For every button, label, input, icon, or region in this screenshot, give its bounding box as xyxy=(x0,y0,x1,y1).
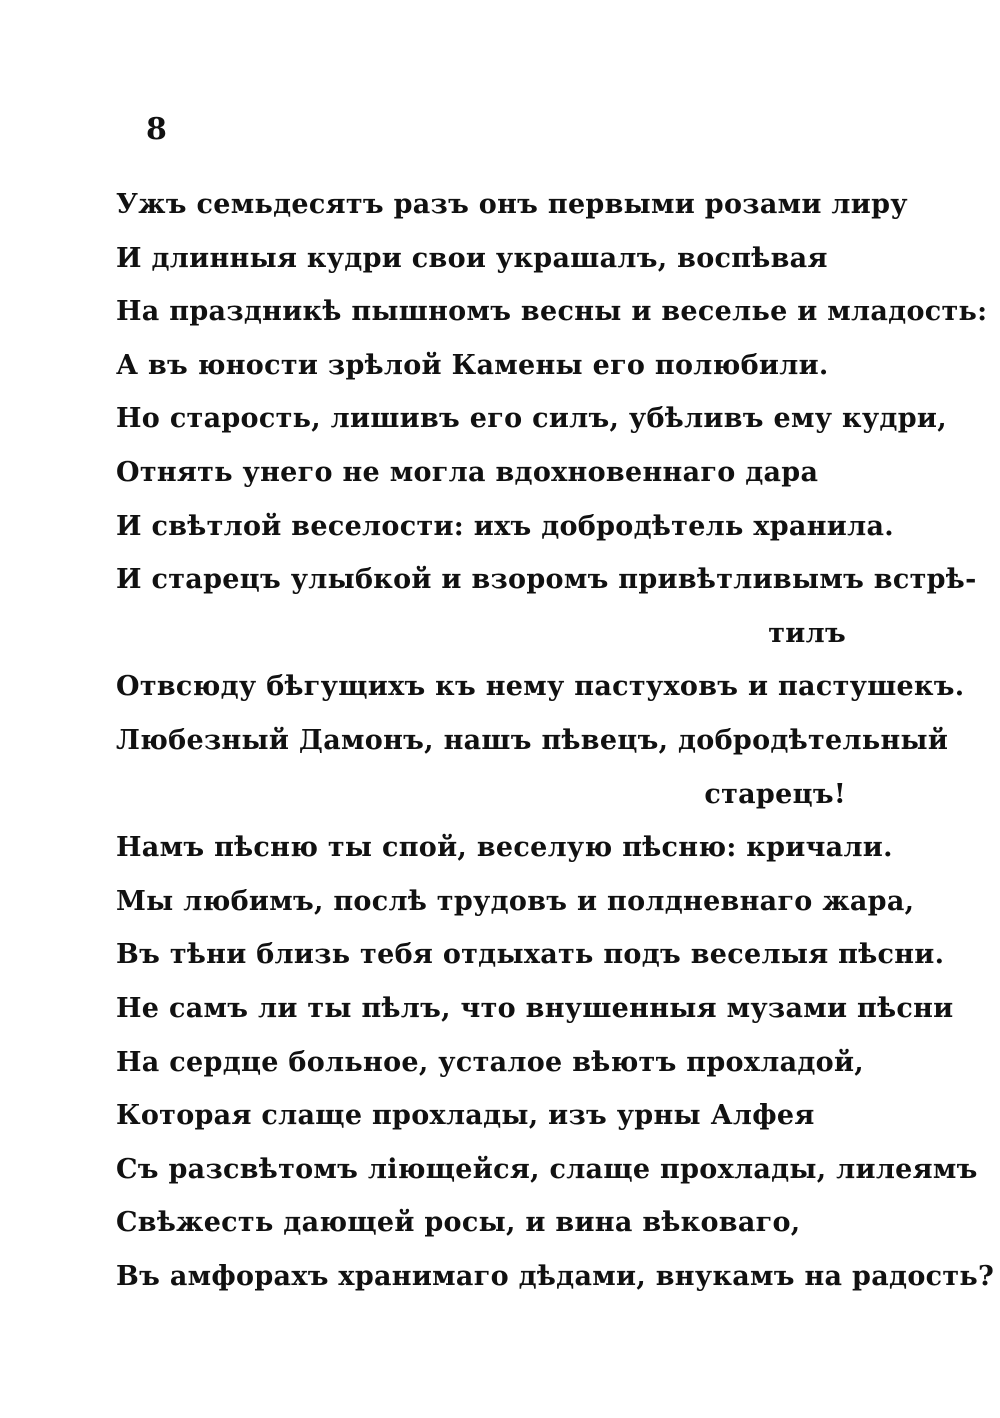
poem-line: И свѣтлой веселости: ихъ добродѣтель хранила. xyxy=(116,510,894,542)
poem-line: Не самъ ли ты пѣлъ, что внушенныя музами пѣсни xyxy=(116,992,954,1024)
poem-line: Намъ пѣсню ты спой, веселую пѣсню: кричали. xyxy=(116,832,893,864)
poem-line: Свѣжесть дающей росы, и вина вѣковаго, xyxy=(116,1207,801,1239)
poem-line: На сердце больное, усталое вѣютъ прохладой, xyxy=(116,1046,865,1078)
poem-line: Отвсюду бѣгущихъ къ нему пастуховъ и пастушекъ. xyxy=(116,671,965,703)
poem-line: Въ тѣни близь тебя отдыхать подъ веселыя пѣсни. xyxy=(116,939,945,971)
page-number: 8 xyxy=(146,112,167,147)
poem-line: тилъ xyxy=(768,617,846,649)
poem-line: Любезный Дамонъ, нашъ пѣвецъ, добродѣтельный xyxy=(116,724,949,756)
poem-line: Отнять унего не могла вдохновеннаго дара xyxy=(116,456,819,488)
poem-text xyxy=(116,178,995,1303)
poem-line: Но старость, лишивъ его силъ, убѣливъ ему кудри, xyxy=(116,403,947,435)
poem-line: И старецъ улыбкой и взоромъ привѣтливымъ встрѣ- xyxy=(116,564,977,596)
poem-line: старецъ! xyxy=(704,778,846,810)
poem-line: Которая слаще прохлады, изъ урны Алфея xyxy=(116,1100,815,1132)
poem-line: Въ амфорахъ хранимаго дѣдами, внукамъ на радость? xyxy=(116,1260,995,1292)
poem-line: Съ разсвѣтомъ ліющейся, слаще прохлады, лилеямъ xyxy=(116,1153,978,1185)
poem-line: А въ юности зрѣлой Камены его полюбили. xyxy=(116,349,829,381)
poem-line: На праздникѣ пышномъ весны и веселье и младость: xyxy=(116,296,988,328)
poem-line: Мы любимъ, послѣ трудовъ и полдневнаго жара, xyxy=(116,885,915,917)
poem-line: И длинныя кудри свои украшалъ, воспѣвая xyxy=(116,242,828,274)
poem-line: Ужъ семьдесятъ разъ онъ первыми розами лиру xyxy=(116,189,908,220)
